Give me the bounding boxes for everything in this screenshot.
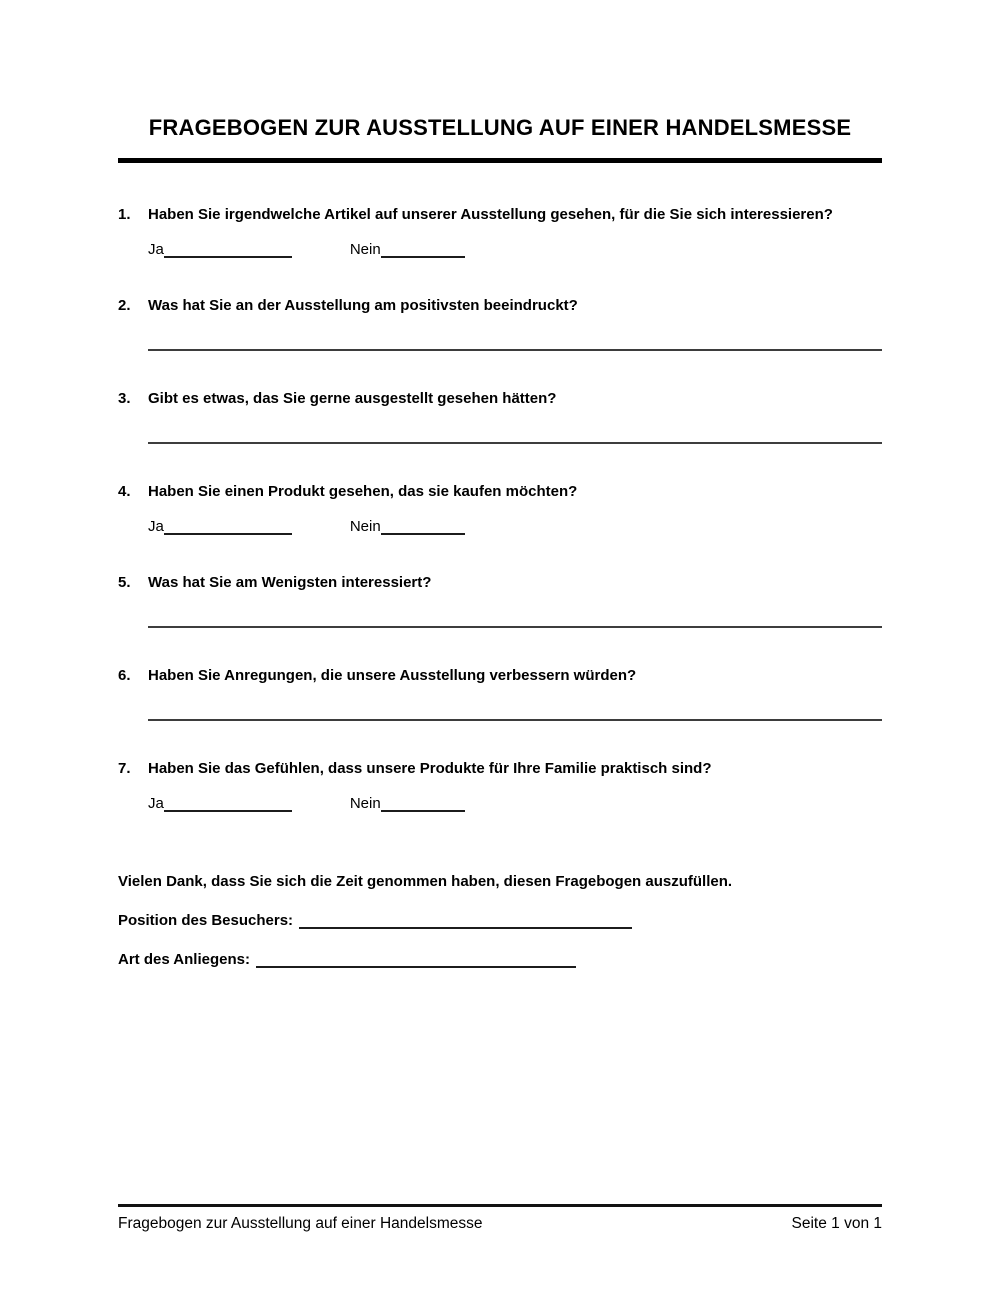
question-3 xyxy=(118,387,882,444)
ja-blank xyxy=(164,242,292,258)
question-number: 4. xyxy=(118,483,131,500)
nein-blank xyxy=(381,242,465,258)
question-number: 7. xyxy=(118,760,131,777)
request-type-field xyxy=(118,948,882,971)
ja-label: Ja xyxy=(148,518,164,535)
answer-line xyxy=(148,719,882,721)
question-6 xyxy=(118,664,882,721)
question-1 xyxy=(118,203,882,258)
question-text: Haben Sie irgendwelche Artikel auf unserer Ausstellung gesehen, für die Sie sich interessieren? xyxy=(148,206,833,223)
question-number: 5. xyxy=(118,574,131,591)
closing-text: Vielen Dank, dass Sie sich die Zeit genommen haben, diesen Fragebogen auszufüllen. xyxy=(118,873,733,890)
page-footer xyxy=(118,1204,882,1234)
yes-no-row xyxy=(148,515,882,535)
ja-label: Ja xyxy=(148,241,164,258)
nein-label: Nein xyxy=(349,795,381,812)
field-blank xyxy=(256,952,576,968)
question-text: Haben Sie einen Produkt gesehen, das sie kaufen möchten? xyxy=(148,483,578,500)
question-number: 1. xyxy=(118,206,131,223)
document-page xyxy=(118,0,882,971)
question-text: Haben Sie das Gefühlen, dass unsere Produkte für Ihre Familie praktisch sind? xyxy=(148,760,712,777)
field-label: Position des Besuchers: xyxy=(118,912,294,929)
question-text: Was hat Sie am Wenigsten interessiert? xyxy=(148,574,432,591)
question-7 xyxy=(118,757,882,812)
yes-no-row xyxy=(148,238,882,258)
answer-line xyxy=(148,442,882,444)
ja-label: Ja xyxy=(148,795,164,812)
question-number: 2. xyxy=(118,297,131,314)
page-title: FRAGEBOGEN ZUR AUSSTELLUNG AUF EINER HANDELSMESSE xyxy=(148,115,852,140)
question-5 xyxy=(118,571,882,628)
nein-label: Nein xyxy=(349,241,381,258)
ja-blank xyxy=(164,796,292,812)
footer-rule xyxy=(118,1204,882,1207)
field-label: Art des Anliegens: xyxy=(118,951,250,968)
visitor-position-field xyxy=(118,909,882,932)
ja-blank xyxy=(164,519,292,535)
footer-page-number: Seite 1 von 1 xyxy=(791,1215,882,1232)
nein-blank xyxy=(381,796,465,812)
answer-line xyxy=(148,626,882,628)
nein-blank xyxy=(381,519,465,535)
nein-label: Nein xyxy=(349,518,381,535)
title-rule xyxy=(118,158,882,163)
field-blank xyxy=(299,913,632,929)
question-text: Was hat Sie an der Ausstellung am positivsten beeindruckt? xyxy=(148,297,578,314)
yes-no-row xyxy=(148,792,882,812)
question-number: 6. xyxy=(118,667,131,684)
question-number: 3. xyxy=(118,390,131,407)
question-text: Haben Sie Anregungen, die unsere Ausstellung verbessern würden? xyxy=(148,667,637,684)
question-2 xyxy=(118,294,882,351)
answer-line xyxy=(148,349,882,351)
footer-document-name: Fragebogen zur Ausstellung auf einer Handelsmesse xyxy=(118,1215,483,1232)
question-4 xyxy=(118,480,882,535)
question-text: Gibt es etwas, das Sie gerne ausgestellt gesehen hätten? xyxy=(148,390,557,407)
